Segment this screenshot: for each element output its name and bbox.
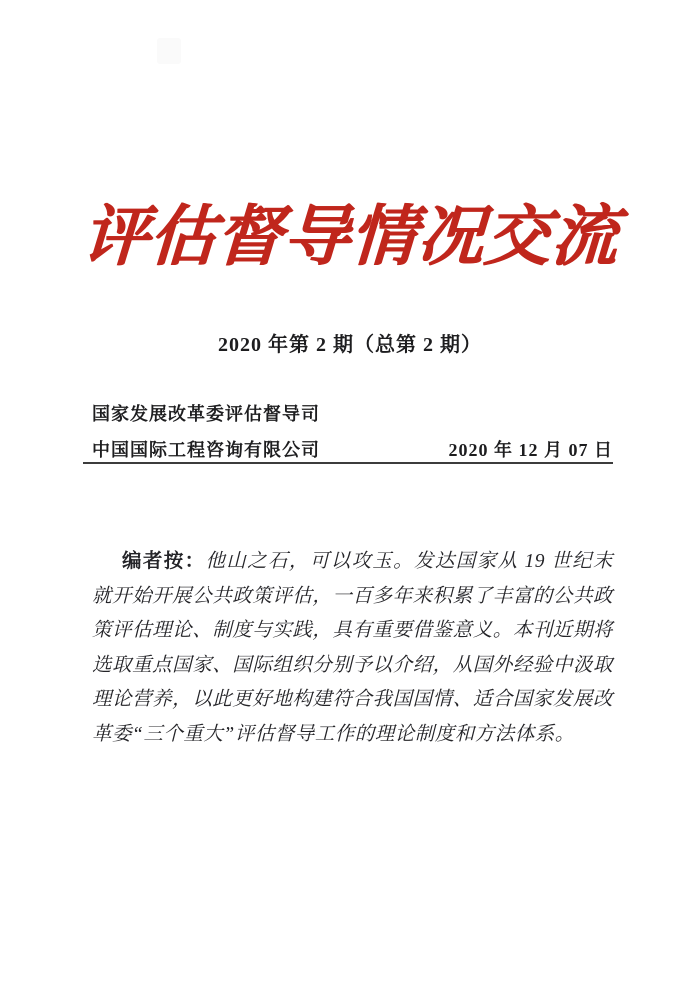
publisher-block	[92, 402, 613, 462]
issue-line: 2020 年第 2 期（总第 2 期）	[218, 334, 482, 356]
publisher-name-1: 国家发展改革委评估督导司	[92, 404, 320, 424]
publisher-date-row	[92, 438, 613, 462]
scan-smudge	[157, 38, 181, 64]
editor-note-label: 编者按：	[122, 551, 206, 572]
masthead-title: 评估督导情况交流	[80, 201, 620, 274]
header-divider-rule	[83, 462, 613, 464]
editor-note-paragraph	[92, 545, 613, 752]
editor-note-body: 他山之石，可以攻玉。发达国家从 19 世纪末就开始开展公共政策评估，一百多年来积累了丰富的公共政策评估理论、制度与实践，具有重要借鉴意义。本刊近期将选取重点国家、国际组织分别予以介绍，从国外经验中汲取理论营养，以此更好地构建符合我国国情、适合国家发展改革委“三个重大”评估督导工作的理论制度和方法体系。	[92, 551, 613, 745]
publisher-name-2: 中国国际工程咨询有限公司	[92, 440, 320, 460]
issue-date: 2020 年 12 月 07 日	[448, 440, 613, 460]
